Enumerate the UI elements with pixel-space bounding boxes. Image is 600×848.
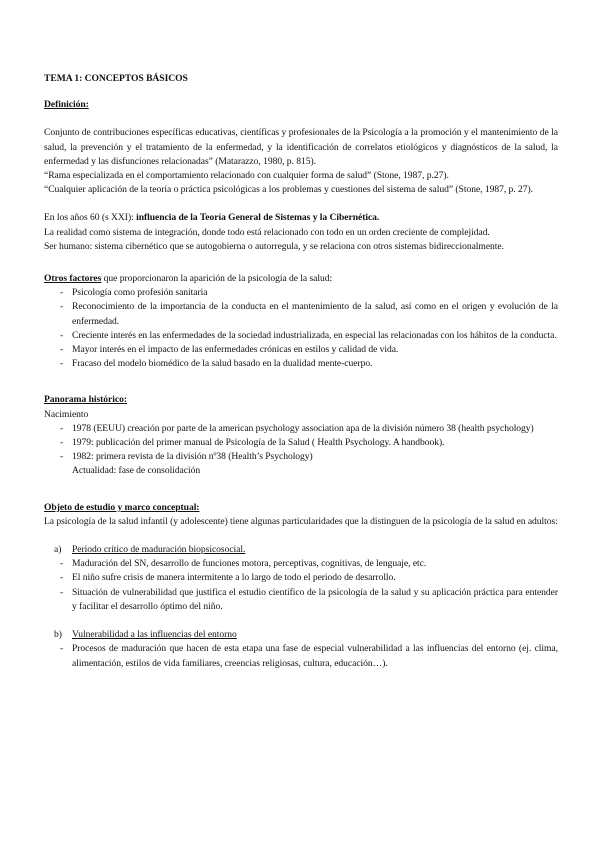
list-item: - Mayor interés en el impacto de las enfermedades crónicas en estilos y calidad de vida.: [60, 343, 558, 357]
list-item: - 1982: primera revista de la división nº38 (Health’s Psychology): [60, 450, 558, 464]
anos60-line-2: Ser humano: sistema cibernético que se autogobierna o autorregula, y se relaciona con otros sistemas bidireccionalmente.: [44, 240, 504, 252]
definicion-heading: Definición:: [44, 99, 89, 111]
page-title: TEMA 1: CONCEPTOS BÁSICOS: [44, 73, 188, 84]
list-item: - Situación de vulnerabilidad que justifica el estudio científico de la psicología de la salud y su aplicación práctica para entender y facilitar el desarrollo óptimo del niño.: [60, 586, 558, 614]
item-b-marker: b): [54, 629, 62, 641]
list-item: - Creciente interés en las enfermedades de la sociedad industrializada, en especial las relacionadas con los hábitos de la conducta.: [60, 329, 558, 343]
item-a-marker: a): [54, 544, 62, 556]
objeto-b-list: [44, 642, 558, 670]
otros-factores-heading: Otros factores: [44, 273, 102, 285]
otros-factores-list: [44, 286, 558, 371]
list-item: - Maduración del SN, desarrollo de funciones motora, perceptivas, cognitivas, de lenguaje, etc.: [60, 557, 558, 571]
list-item: - El niño sufre crisis de manera intermitente a lo largo de todo el periodo de desarrollo.: [60, 571, 558, 585]
anos60-line-1: La realidad como sistema de integración, donde todo está relacionado con todo en un orden creciente de complejidad.: [44, 226, 490, 238]
definicion-quote-2: “Cualquier aplicación de la teoría o práctica psicológicas a los problemas y cuestiones del sistema de salud” (Stone, 1987, p. 27).: [44, 184, 533, 196]
otros-factores-intro: [44, 272, 558, 286]
anos60-bold: influencia de la Teoría General de Sistemas y la Cibernética.: [136, 212, 380, 224]
list-item: - Psicología como profesión sanitaria: [60, 286, 558, 300]
spacer: [44, 112, 558, 126]
spacer: [44, 254, 558, 272]
list-item: - Reconocimiento de la importancia de la conducta en el mantenimiento de la salud, así como en el origen y evolución de la enfermedad.: [60, 300, 558, 328]
item-a-title: Periodo crítico de maduración biopsicosocial.: [72, 544, 246, 556]
panorama-subheading: Nacimiento: [44, 408, 89, 420]
objeto-a-list: [44, 557, 558, 614]
anos60-line: [44, 211, 558, 225]
spacer: [44, 479, 558, 501]
definicion-paragraph: Conjunto de contribuciones específicas educativas, científicas y profesionales de la Psicología a la promoción y el mantenimiento de la salud, la prevención y el tratamiento de la enfermedad, y la identificación de correlatos etiológicos y diagnósticos de la salud, la enfermedad y las disfunciones relacionadas” (Matarazzo, 1980, p. 815).: [44, 127, 558, 167]
spacer: [44, 614, 558, 628]
otros-factores-rest: que proporcionaron la aparición de la psicología de la salud:: [101, 273, 333, 285]
item-b-title: Vulnerabilidad a las influencias del entorno: [72, 629, 237, 641]
spacer: [44, 529, 558, 543]
panorama-heading: Panorama histórico:: [44, 394, 127, 406]
list-item: - Procesos de maduración que hacen de esta etapa una fase de especial vulnerabilidad a las influencias del entorno (ej. clima, alimentación, estilos de vida familiares, creencias religiosas, cultura, educación…).: [60, 642, 558, 670]
spacer: [44, 371, 558, 393]
objeto-heading: Objeto de estudio y marco conceptual:: [44, 501, 200, 513]
document-page: [44, 72, 558, 671]
list-item: - Fracaso del modelo biomédico de la salud basado en la dualidad mente-cuerpo.: [60, 357, 558, 371]
list-item: - 1979: publicación del primer manual de Psicología de la Salud ( Health Psychology. A handbook).: [60, 436, 558, 450]
list-item: - 1978 (EEUU) creación por parte de la american psychology association apa de la división número 38 (health psychology): [60, 422, 558, 436]
anos60-prefix: En los años 60 (s XXI):: [44, 212, 137, 224]
panorama-list: [44, 422, 558, 465]
definicion-quote-1: “Rama especializada en el comportamiento relacionado con cualquier forma de salud” (Stone, 1987, p.27).: [44, 170, 449, 182]
panorama-actualidad: Actualidad: fase de consolidación: [72, 465, 201, 477]
objeto-intro: La psicología de la salud infantil (y adolescente) tiene algunas particularidades que la distinguen de la psicología de la salud en adultos:: [44, 515, 558, 527]
objeto-item-a: [44, 543, 558, 557]
objeto-item-b: [44, 628, 558, 642]
spacer: [44, 197, 558, 211]
